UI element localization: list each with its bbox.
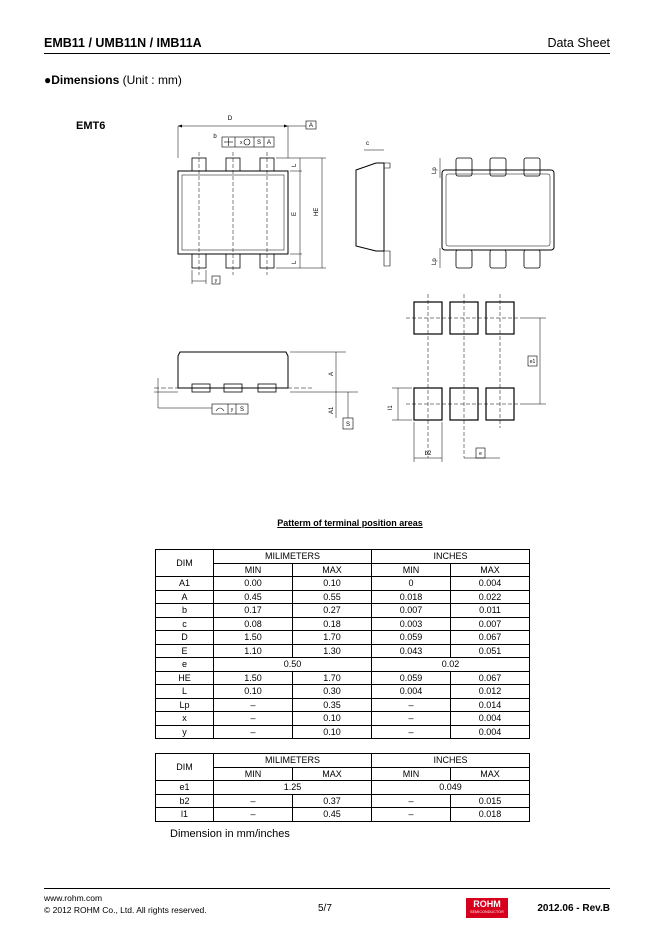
in-max-cell: 0.007 (451, 617, 530, 631)
mm-min-cell: 0.17 (214, 604, 293, 618)
inches-header: INCHES (372, 754, 530, 768)
label-L-top: L (292, 163, 298, 167)
table-row (156, 712, 530, 726)
in-min-cell: 0.018 (372, 590, 451, 604)
mm-min-cell: – (214, 698, 293, 712)
label-l1: l1 (388, 405, 394, 410)
label-A-ref: A (308, 123, 314, 129)
mm-max-cell: 0.10 (293, 577, 372, 591)
table-header-row (156, 754, 530, 768)
in-min-header: MIN (372, 563, 451, 577)
mm-max-cell: 0.10 (293, 725, 372, 739)
page-number: 5/7 (318, 903, 332, 914)
mm-min-cell: – (214, 725, 293, 739)
dim-cell: e1 (156, 781, 214, 795)
mm-max-cell: 0.35 (293, 698, 372, 712)
dim-cell: Lp (156, 698, 214, 712)
in-min-cell: 0.004 (372, 685, 451, 699)
mm-max-cell: 0.37 (293, 794, 372, 808)
table-header-row (156, 550, 530, 564)
dim-header: DIM (156, 550, 214, 577)
in-max-cell: 0.004 (451, 725, 530, 739)
doc-type: Data Sheet (547, 36, 610, 50)
in-min-cell: 0.059 (372, 631, 451, 645)
label-e: e (479, 451, 482, 457)
land-pattern (388, 294, 546, 462)
table-row (156, 631, 530, 645)
in-min-header: MIN (372, 767, 451, 781)
mm-nominal-cell: 0.50 (214, 658, 372, 672)
logo-text: ROHM (473, 899, 501, 909)
dimension-note: Dimension in mm/inches (170, 828, 290, 840)
label-A: A (329, 371, 335, 376)
label-D: D (227, 115, 233, 122)
in-nominal-cell: 0.049 (372, 781, 530, 795)
footer-divider (44, 888, 610, 889)
dim-cell: b (156, 604, 214, 618)
label-He: HE (314, 207, 320, 216)
dim-cell: A1 (156, 577, 214, 591)
table-row (156, 808, 530, 822)
table-row (156, 794, 530, 808)
mm-min-cell: – (214, 794, 293, 808)
table-row (156, 604, 530, 618)
label-S-ref: S (345, 422, 351, 428)
table-row (156, 685, 530, 699)
mm-min-cell: 0.10 (214, 685, 293, 699)
label-A1: A1 (329, 406, 335, 414)
dim-cell: D (156, 631, 214, 645)
doc-title: EMB11 / UMB11N / IMB11A (44, 36, 202, 50)
mm-max-cell: 0.27 (293, 604, 372, 618)
millimeters-header: MILIMETERS (214, 754, 372, 768)
in-min-cell: – (372, 794, 451, 808)
section-title (44, 73, 182, 87)
label-A-ref-top: A (266, 140, 272, 146)
label-L-bottom: L (292, 260, 298, 264)
mm-min-cell: 1.10 (214, 644, 293, 658)
land-pattern-table (155, 753, 530, 822)
dim-cell: A (156, 590, 214, 604)
table-row (156, 577, 530, 591)
in-min-cell: 0 (372, 577, 451, 591)
mm-max-header: MAX (293, 563, 372, 577)
label-S-tol: S (239, 407, 245, 413)
mm-max-cell: 0.55 (293, 590, 372, 604)
in-max-cell: 0.011 (451, 604, 530, 618)
inches-header: INCHES (372, 550, 530, 564)
in-min-cell: 0.003 (372, 617, 451, 631)
revision: 2012.06 - Rev.B (537, 903, 610, 914)
table-row (156, 590, 530, 604)
mm-max-cell: 1.30 (293, 644, 372, 658)
in-min-cell: – (372, 698, 451, 712)
mm-min-cell: 1.50 (214, 671, 293, 685)
millimeters-header: MILIMETERS (214, 550, 372, 564)
in-min-cell: – (372, 725, 451, 739)
label-b: b (213, 134, 217, 140)
in-max-cell: 0.067 (451, 631, 530, 645)
label-y-box: y (214, 278, 218, 284)
in-min-cell: – (372, 808, 451, 822)
header-divider (44, 53, 610, 54)
mm-min-cell: 1.50 (214, 631, 293, 645)
section-unit: (Unit : mm) (119, 73, 182, 87)
in-max-cell: 0.022 (451, 590, 530, 604)
mm-max-cell: 0.30 (293, 685, 372, 699)
mm-min-cell: – (214, 712, 293, 726)
dim-header: DIM (156, 754, 214, 781)
label-Lp-bottom: Lp (432, 258, 438, 265)
table-row (156, 725, 530, 739)
mm-min-cell: 0.00 (214, 577, 293, 591)
top-view (178, 115, 326, 284)
dim-cell: L (156, 685, 214, 699)
in-max-cell: 0.004 (451, 712, 530, 726)
label-e1: e1 (529, 359, 536, 365)
mm-min-header: MIN (214, 563, 293, 577)
dim-cell: x (156, 712, 214, 726)
table-row (156, 617, 530, 631)
table-row (156, 671, 530, 685)
label-E: E (292, 211, 298, 216)
dim-cell: b2 (156, 794, 214, 808)
mm-max-cell: 0.18 (293, 617, 372, 631)
mm-min-cell: 0.08 (214, 617, 293, 631)
in-nominal-cell: 0.02 (372, 658, 530, 672)
table-row (156, 658, 530, 672)
in-min-cell: 0.059 (372, 671, 451, 685)
table-row (156, 644, 530, 658)
label-b2: b2 (424, 451, 432, 457)
dim-cell: E (156, 644, 214, 658)
dim-cell: l1 (156, 808, 214, 822)
mm-max-header: MAX (293, 767, 372, 781)
in-max-header: MAX (451, 563, 530, 577)
dim-cell: e (156, 658, 214, 672)
in-max-cell: 0.014 (451, 698, 530, 712)
footer-copyright: © 2012 ROHM Co., Ltd. All rights reserved. (44, 905, 207, 915)
mm-min-header: MIN (214, 767, 293, 781)
in-max-header: MAX (451, 767, 530, 781)
pattern-title: Patterm of terminal position areas (277, 518, 423, 528)
footer-url[interactable]: www.rohm.com (44, 893, 103, 903)
mm-max-cell: 0.10 (293, 712, 372, 726)
dim-cell: y (156, 725, 214, 739)
package-name: EMT6 (76, 120, 106, 132)
mm-max-cell: 1.70 (293, 631, 372, 645)
in-max-cell: 0.012 (451, 685, 530, 699)
label-Lp-top: Lp (432, 167, 438, 174)
in-max-cell: 0.051 (451, 644, 530, 658)
front-view (154, 352, 358, 429)
label-c: c (366, 141, 369, 147)
mm-min-cell: – (214, 808, 293, 822)
mm-nominal-cell: 1.25 (214, 781, 372, 795)
in-min-cell: – (372, 712, 451, 726)
section-heading: Dimensions (51, 73, 120, 87)
logo-subtext: SEMICONDUCTOR (470, 910, 504, 914)
end-view (432, 158, 554, 268)
side-view (356, 141, 390, 266)
rohm-logo (466, 898, 508, 918)
dim-cell: HE (156, 671, 214, 685)
in-max-cell: 0.015 (451, 794, 530, 808)
mm-max-cell: 0.45 (293, 808, 372, 822)
mm-min-cell: 0.45 (214, 590, 293, 604)
label-S-ref-top: S (256, 140, 262, 146)
dimension-table (155, 549, 530, 739)
label-x-tol: x (240, 140, 243, 146)
table-row (156, 698, 530, 712)
in-min-cell: 0.007 (372, 604, 451, 618)
package-outline-drawing (140, 108, 560, 468)
table-row (156, 781, 530, 795)
in-min-cell: 0.043 (372, 644, 451, 658)
dim-cell: c (156, 617, 214, 631)
in-max-cell: 0.018 (451, 808, 530, 822)
bullet-icon: ● (44, 73, 52, 87)
label-y-tol: y (230, 407, 234, 413)
in-max-cell: 0.067 (451, 671, 530, 685)
in-max-cell: 0.004 (451, 577, 530, 591)
mm-max-cell: 1.70 (293, 671, 372, 685)
